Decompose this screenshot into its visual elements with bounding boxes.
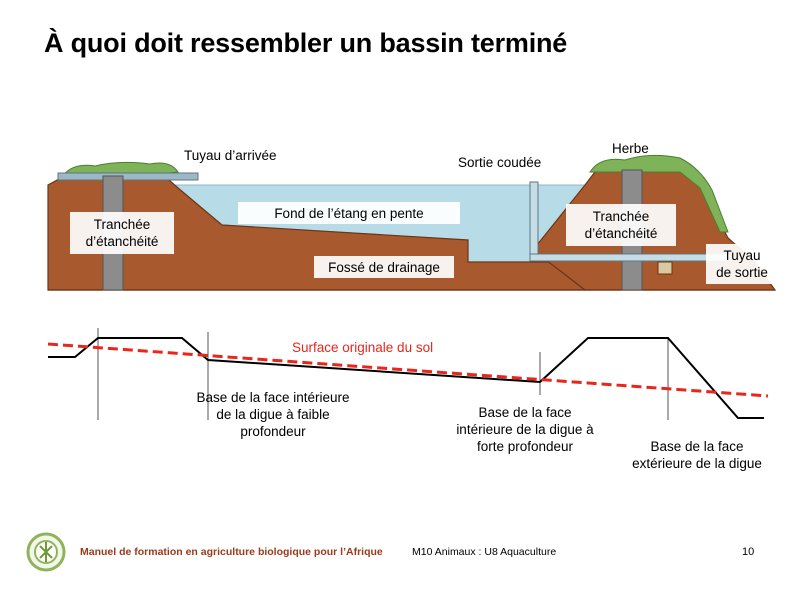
label-drainage-ditch: Fossé de drainage <box>314 256 454 278</box>
label-inlet-pipe: Tuyau d’arrivée <box>184 148 277 163</box>
slide-title: À quoi doit ressembler un bassin terminé <box>44 28 568 58</box>
label-original-ground: Surface originale du sol <box>292 340 434 355</box>
footer-logo-icon <box>28 534 64 570</box>
label-seal-trench-left-line2: d’étanchéité <box>85 234 159 249</box>
label-shallow-base: Base de la face intérieure de la digue à faible profondeur <box>196 390 350 439</box>
label-seal-trench-right <box>566 204 676 246</box>
outlet-box <box>658 262 672 274</box>
label-sloped-bottom: Fond de l’étang en pente <box>238 202 460 224</box>
footer-manual-title: Manuel de formation en agriculture biologique pour l’Afrique <box>80 546 383 558</box>
label-grass: Herbe <box>612 141 649 156</box>
label-seal-trench-left-line1: Tranchée <box>93 217 151 232</box>
label-seal-trench-left <box>70 212 174 254</box>
label-seal-trench-right-line2: d’étanchéité <box>584 226 658 241</box>
label-outlet-pipe-line1: Tuyau <box>723 248 761 263</box>
label-outer-base: Base de la face extérieure de la digue <box>632 439 762 471</box>
label-elbow-outlet: Sortie coudée <box>458 155 542 170</box>
inlet-pipe <box>58 173 198 180</box>
label-seal-trench-right-line1: Tranchée <box>592 209 650 224</box>
outlet-pipe <box>530 254 730 261</box>
footer-page-number: 10 <box>742 546 755 558</box>
footer-module: M10 Animaux : U8 Aquaculture <box>412 546 557 558</box>
label-outlet-pipe-line2: de sortie <box>716 265 768 280</box>
elbow-outlet-pipe <box>530 182 538 256</box>
label-deep-base: Base de la face intérieure de la digue à forte profondeur <box>456 405 594 454</box>
label-outlet-pipe <box>706 244 778 284</box>
